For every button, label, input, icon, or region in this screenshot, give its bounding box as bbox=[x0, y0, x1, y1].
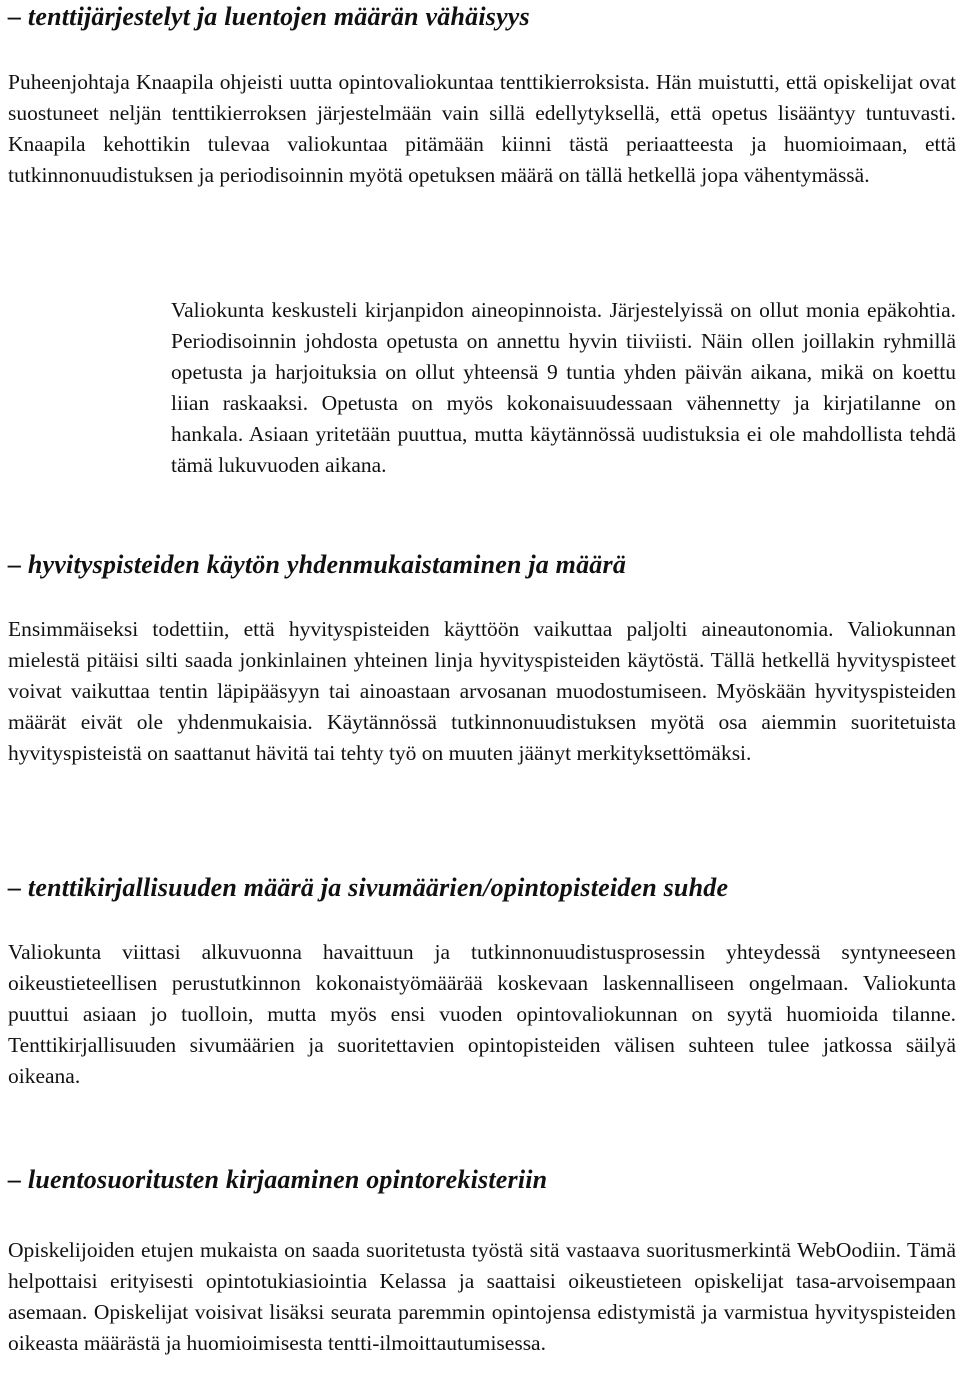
section-heading-lecture-records: – luentosuoritusten kirjaaminen opintorekisteriin bbox=[8, 1165, 548, 1194]
section-heading-exam-arrangements: – tenttijärjestelyt ja luentojen määrän vähäisyys bbox=[8, 2, 530, 31]
paragraph-literature-amount: Valiokunta viittasi alkuvuonna havaittuun ja tutkinnonuudistusprosessin yhteydessä syntyneeseen oikeustieteellisen perustutkinnon kokonaistyömäärää koskevaan laskennalliseen ongelmaan. Valiokunta puuttui asiaan jo tuolloin, mutta myös ensi vuoden opintovaliokunnan on syytä huomioida tilanne. Tenttikirjallisuuden sivumäärien ja suoritettavien opintopisteiden välisen suhteen tulee jatkossa säilyä oikeana. bbox=[8, 940, 956, 1089]
paragraph-credit-points: Ensimmäiseksi todettiin, että hyvityspisteiden käyttöön vaikuttaa paljolti aineautonomia. Valiokunnan mielestä pitäisi silti saada jonkinlainen yhteinen linja hyvityspisteiden käytöstä. Tällä hetkellä hyvityspisteet voivat vaikuttaa tentin läpipääsyyn tai ainoastaan arvosanan muodostumiseen. Myöskään hyvityspisteiden määrät eivät ole yhdenmukaisia. Käytännössä tutkinnonuudistuksen myötä osa aiemmin suoritetuista hyvityspisteistä on saattanut hävitä tai tehty työ on muuten jäänyt merkityksettömäksi. bbox=[8, 617, 956, 766]
paragraph-accounting-studies: Valiokunta keskusteli kirjanpidon aineopinnoista. Järjestelyissä on ollut monia epäkohtia. Periodisoinnin johdosta opetusta on annettu hyvin tiiviisti. Näin ollen joillakin ryhmillä opetusta ja harjoituksia on ollut yhteensä 9 tuntia yhden päivän aikana, mikä on koettu liian raskaaksi. Opetusta on myös kokonaisuudessaan vähennetty ja kirjatilanne on hankala. Asiaan yritetään puuttua, mutta käytännössä uudistuksia ei ole mahdollista tehdä tämä lukuvuoden aikana. bbox=[171, 298, 956, 478]
paragraph-exam-rounds: Puheenjohtaja Knaapila ohjeisti uutta opintovaliokuntaa tenttikierroksista. Hän muistutti, että opiskelijat ovat suostuneet neljän tenttikierroksen järjestelmään vain sillä edellytyksellä, että opetus lisääntyy tuntuvasti. Knaapila kehottikin tulevaa valiokuntaa pitämään kiinni tästä periaatteesta ja huomioimaan, että tutkinnonuudistuksen ja periodisoinnin myötä opetuksen määrä on tällä hetkellä jopa vähentymässä. bbox=[8, 70, 956, 188]
paragraph-lecture-records: Opiskelijoiden etujen mukaista on saada suoritetusta työstä sitä vastaava suoritusmerkintä WebOodiin. Tämä helpottaisi erityisesti opintotukiasiointia Kelassa ja saattaisi oikeustieteen opiskelijat tasa-arvoisempaan asemaan. Opiskelijat voisivat lisäksi seurata paremmin opintojensa edistymistä ja varmistua hyvityspisteiden oikeasta määrästä ja huomioimisesta tentti-ilmoittautumisessa. bbox=[8, 1238, 956, 1356]
section-heading-credit-points: – hyvityspisteiden käytön yhdenmukaistaminen ja määrä bbox=[8, 550, 627, 579]
section-heading-literature-amount: – tenttikirjallisuuden määrä ja sivumäärien/opintopisteiden suhde bbox=[8, 873, 729, 902]
